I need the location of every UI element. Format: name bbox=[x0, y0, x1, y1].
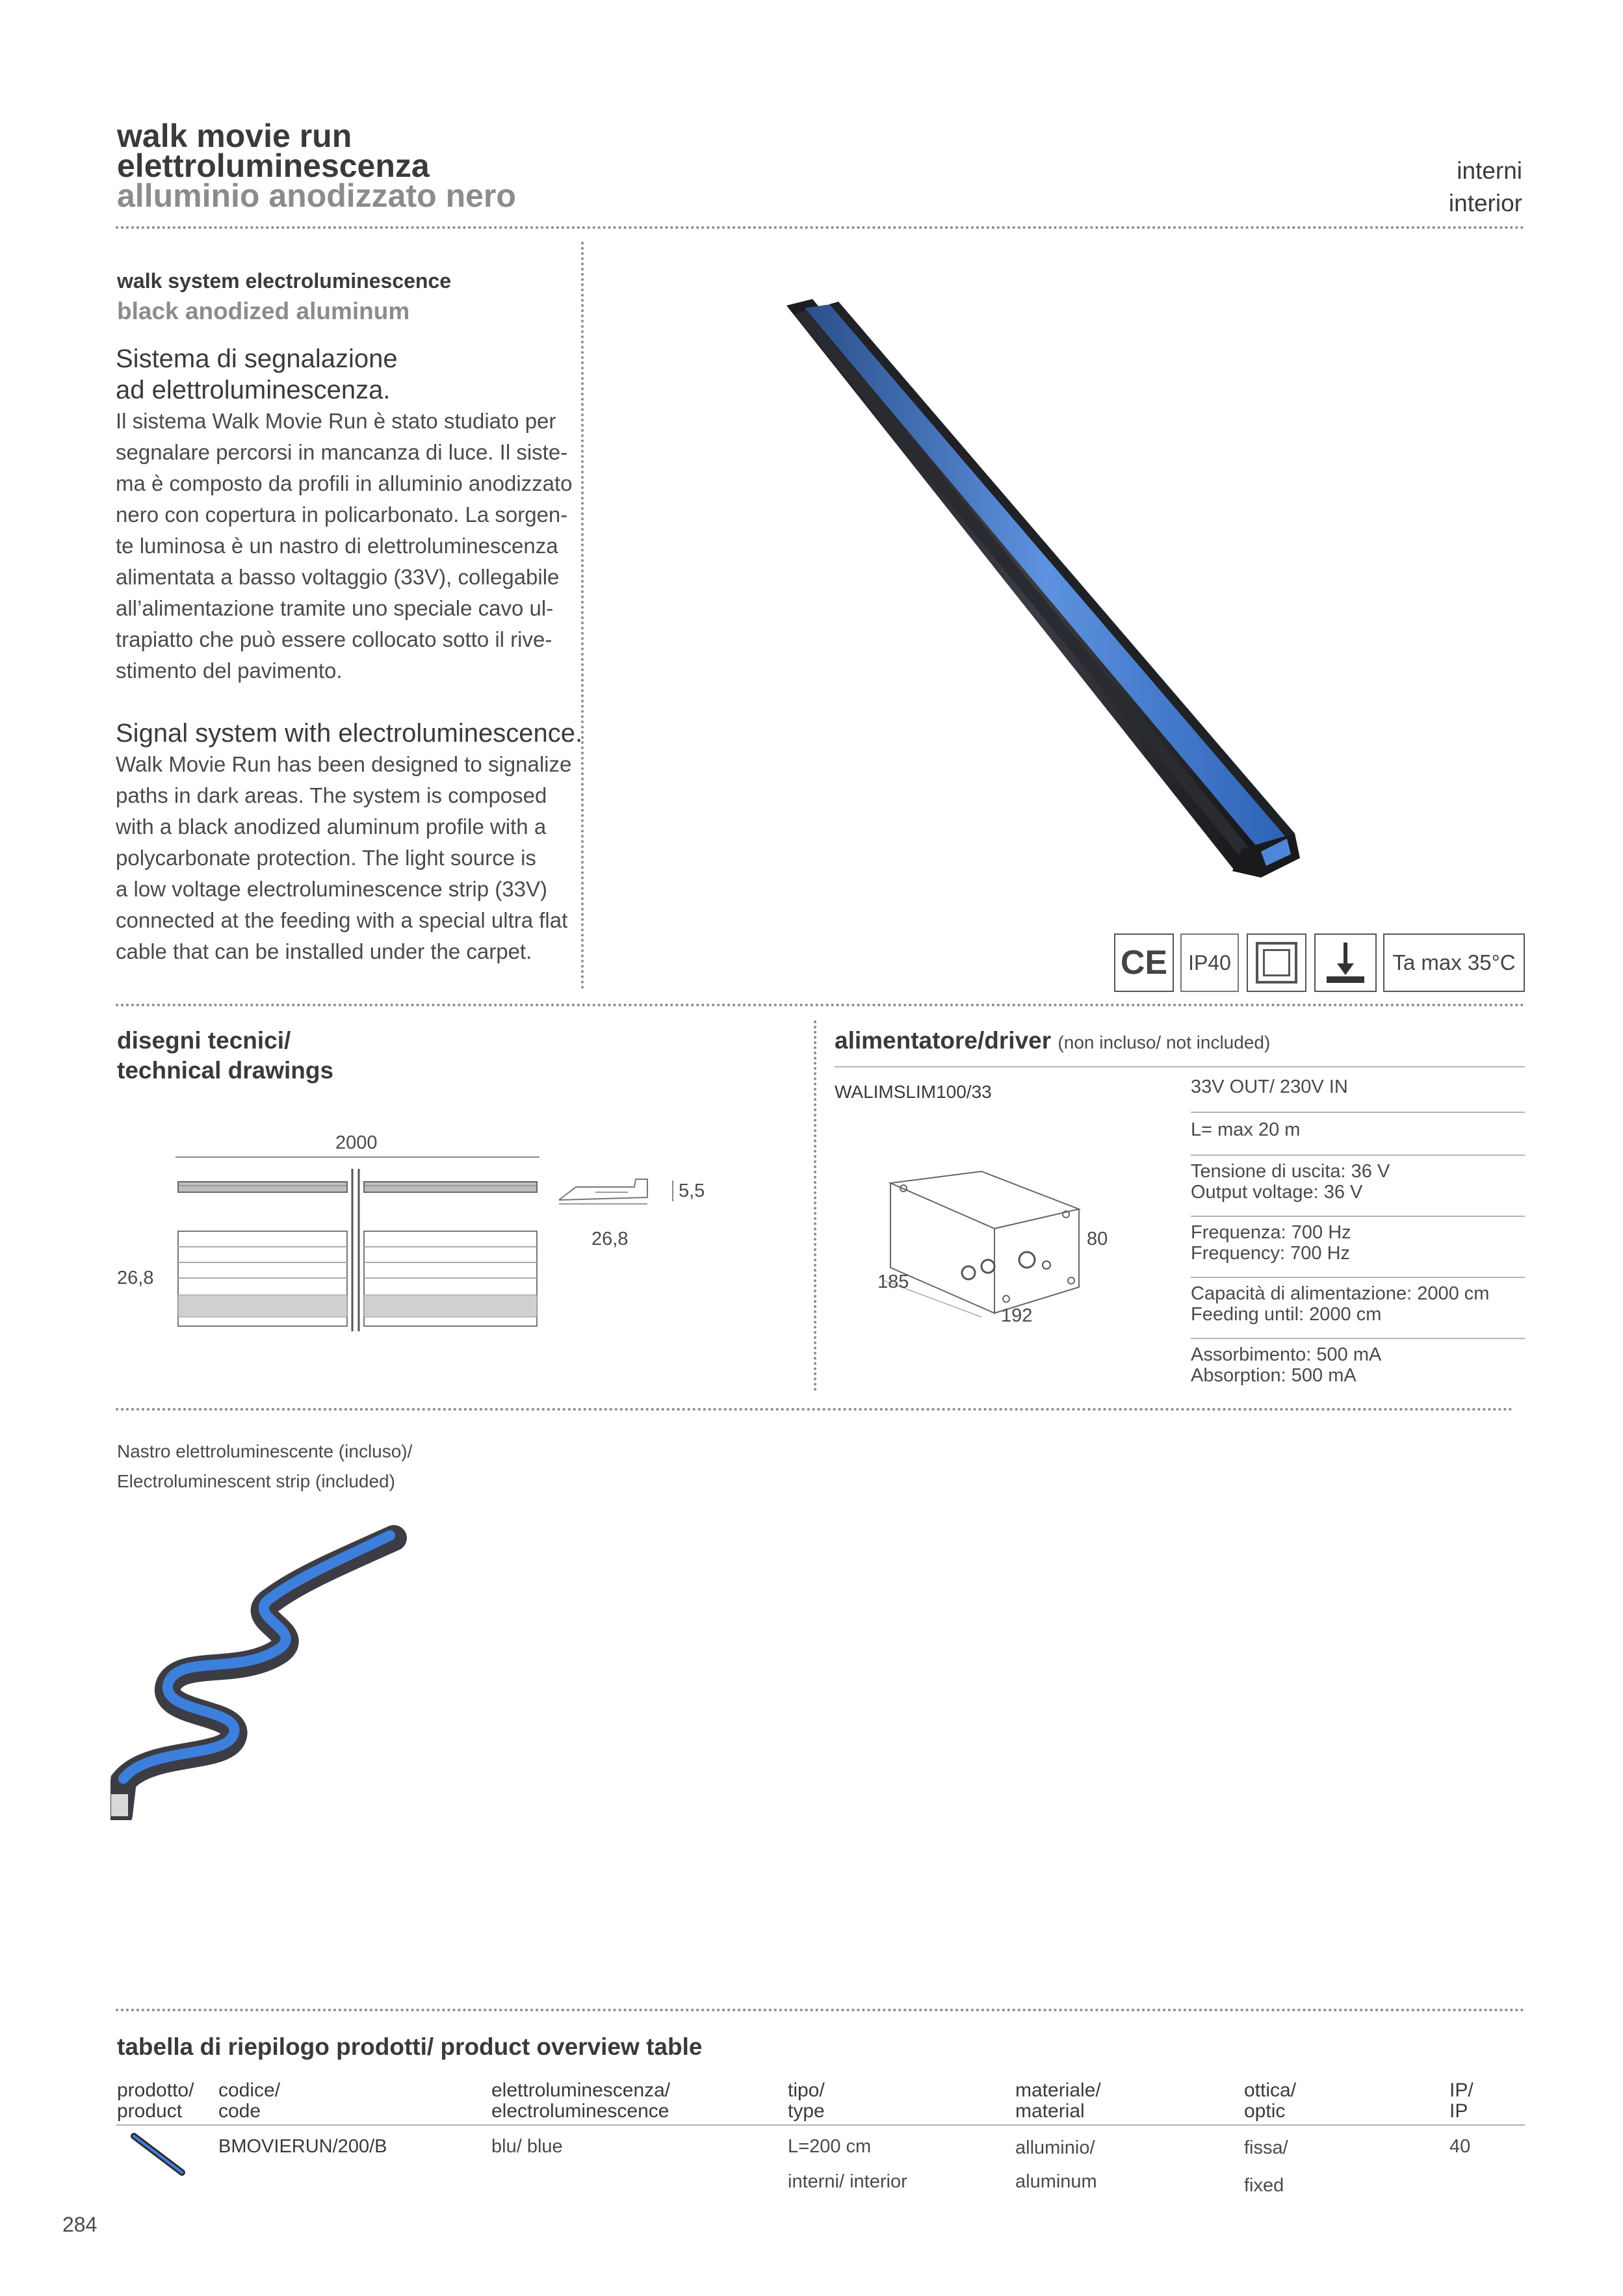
electroluminescent-strip-image bbox=[110, 1521, 409, 1820]
driver-spec-text: Frequency: 700 Hz bbox=[1191, 1243, 1351, 1264]
intro-en-body bbox=[116, 749, 629, 967]
strip-caption bbox=[117, 1437, 412, 1496]
driver-spec-text: Capacità di alimentazione: 2000 cm bbox=[1191, 1283, 1490, 1304]
it-body-line: trapiatto che può essere collocato sotto il rive- bbox=[116, 627, 552, 651]
title-line-3: alluminio anodizzato nero bbox=[117, 177, 516, 214]
row-type-1: L=200 cm bbox=[788, 2136, 872, 2157]
product-profile-image bbox=[767, 286, 1365, 884]
driver-spec-row bbox=[1191, 1161, 1390, 1203]
row-optic-1: fissa/ bbox=[1244, 2137, 1288, 2158]
th-type-en: type bbox=[788, 2100, 825, 2122]
it-body-line: nero con copertura in policarbonato. La sorgen- bbox=[116, 502, 568, 527]
page-number: 284 bbox=[62, 2213, 97, 2236]
th-type bbox=[788, 2080, 825, 2122]
driver-spec-row bbox=[1191, 1344, 1381, 1386]
th-material-en: material bbox=[1015, 2100, 1085, 2122]
driver-box-drawing bbox=[884, 1170, 1092, 1320]
drawings-title-2: technical drawings bbox=[117, 1057, 334, 1084]
header-title bbox=[117, 118, 516, 214]
th-ip bbox=[1449, 2080, 1474, 2122]
it-body-line: Il sistema Walk Movie Run è stato studiato per bbox=[116, 409, 556, 433]
table-top-divider bbox=[116, 2009, 1525, 2011]
length-label: 2000 bbox=[335, 1132, 378, 1153]
height-label: 26,8 bbox=[117, 1268, 154, 1288]
intro-it-body bbox=[116, 406, 629, 686]
th-ip-en: IP bbox=[1449, 2100, 1468, 2122]
th-electroluminescence bbox=[491, 2080, 670, 2122]
driver-depth-label: 185 bbox=[877, 1272, 909, 1292]
profile-blue-strip bbox=[805, 304, 1287, 852]
th-ip-it: IP/ bbox=[1449, 2080, 1474, 2101]
class-ii-icon bbox=[1247, 933, 1306, 992]
row-color: blu/ blue bbox=[491, 2136, 563, 2157]
driver-spec-text: L= max 20 m bbox=[1191, 1119, 1301, 1140]
drawings-title bbox=[117, 1026, 333, 1086]
table-header-rule bbox=[116, 2124, 1525, 2126]
category-label bbox=[1449, 155, 1522, 220]
en-body-line: a low voltage electroluminescence strip (33V) bbox=[116, 877, 547, 901]
driver-code: WALIMSLIM100/33 bbox=[835, 1082, 992, 1102]
it-body-line: te luminosa è un nastro di elettroluminescenza bbox=[116, 534, 558, 558]
it-body-line: all’alimentazione tramite uno speciale cavo ul- bbox=[116, 596, 554, 620]
th-electro-it: elettroluminescenza/ bbox=[491, 2080, 671, 2101]
th-product-it: prodotto/ bbox=[117, 2080, 194, 2101]
driver-spec-row bbox=[1191, 1119, 1300, 1140]
th-type-it: tipo/ bbox=[788, 2080, 825, 2101]
th-code bbox=[218, 2080, 280, 2122]
driver-spec-row bbox=[1191, 1222, 1351, 1264]
row-material-2: aluminum bbox=[1015, 2171, 1097, 2192]
table-title: tabella di riepilogo prodotti/ product overview table bbox=[117, 2033, 703, 2060]
driver-spec-text: 33V OUT/ 230V IN bbox=[1191, 1076, 1348, 1097]
en-body-line: connected at the feeding with a special ultra flat bbox=[116, 908, 568, 932]
en-body-line: paths in dark areas. The system is composed bbox=[116, 783, 547, 807]
row-code: BMOVIERUN/200/B bbox=[218, 2136, 387, 2157]
driver-spec-divider bbox=[1191, 1155, 1525, 1156]
ambient-temp-badge: Ta max 35°C bbox=[1383, 933, 1525, 992]
intro-subtitle-en: walk system electroluminescence bbox=[117, 269, 452, 293]
strip-caption-2: Electroluminescent strip (included) bbox=[117, 1471, 395, 1491]
th-material bbox=[1015, 2080, 1101, 2122]
driver-spec-text: Feeding until: 2000 cm bbox=[1191, 1304, 1382, 1325]
driver-spec-divider bbox=[1191, 1112, 1525, 1113]
product-thumbnail bbox=[130, 2132, 188, 2178]
profile-section-drawing bbox=[556, 1174, 660, 1213]
driver-spec-text: Frequenza: 700 Hz bbox=[1191, 1222, 1351, 1243]
it-title-line-1: Sistema di segnalazione bbox=[116, 345, 398, 373]
profile-top-view-drawing bbox=[175, 1156, 539, 1338]
driver-spec-divider bbox=[1191, 1338, 1525, 1339]
driver-spec-divider bbox=[1191, 1277, 1525, 1278]
drawings-vertical-divider bbox=[814, 1021, 816, 1391]
drawings-bottom-divider bbox=[116, 1408, 1513, 1411]
driver-spec-text: Output voltage: 36 V bbox=[1191, 1182, 1363, 1203]
th-optic bbox=[1244, 2080, 1296, 2122]
title-line-2: elettroluminescenza bbox=[117, 148, 430, 184]
driver-rule-top bbox=[835, 1066, 1525, 1067]
category-en: interior bbox=[1448, 190, 1522, 216]
th-product-en: product bbox=[117, 2100, 183, 2122]
driver-spec-row bbox=[1191, 1283, 1489, 1325]
walkable-load-icon bbox=[1314, 933, 1377, 992]
it-body-line: alimentata a basso voltaggio (33V), collegabile bbox=[116, 565, 560, 589]
th-electro-en: electroluminescence bbox=[491, 2100, 669, 2122]
th-product bbox=[117, 2080, 194, 2122]
row-optic-2: fixed bbox=[1244, 2175, 1284, 2196]
driver-spec-divider bbox=[1191, 1216, 1525, 1217]
header-divider bbox=[116, 226, 1525, 229]
driver-spec-row bbox=[1191, 1076, 1348, 1097]
th-optic-it: ottica/ bbox=[1244, 2080, 1297, 2101]
ce-mark-icon: CE bbox=[1114, 933, 1174, 992]
intro-it-title bbox=[116, 343, 398, 406]
intro-en-title: Signal system with electroluminescence. bbox=[116, 719, 583, 748]
section-height-label: 5,5 bbox=[679, 1181, 705, 1201]
th-optic-en: optic bbox=[1244, 2100, 1286, 2122]
en-body-line: Walk Movie Run has been designed to signalize bbox=[116, 752, 572, 776]
intro-vertical-divider bbox=[581, 242, 584, 989]
section-height-tick bbox=[672, 1181, 673, 1201]
title-line-1: walk movie run bbox=[117, 118, 352, 154]
th-code-it: codice/ bbox=[218, 2080, 281, 2101]
it-body-line: segnalare percorsi in mancanza di luce. Il siste- bbox=[116, 440, 568, 464]
strip-caption-1: Nastro elettroluminescente (incluso)/ bbox=[117, 1441, 413, 1461]
ip-rating-badge: IP40 bbox=[1180, 933, 1239, 992]
row-type-2: interni/ interior bbox=[788, 2171, 907, 2192]
it-body-line: stimento del pavimento. bbox=[116, 659, 343, 683]
en-body-line: cable that can be installed under the carpet. bbox=[116, 939, 532, 963]
category-it: interni bbox=[1457, 157, 1522, 184]
it-body-line: ma è composto da profili in alluminio anodizzato bbox=[116, 471, 573, 495]
driver-spec-text: Assorbimento: 500 mA bbox=[1191, 1344, 1382, 1365]
driver-spec-text: Tensione di uscita: 36 V bbox=[1191, 1161, 1390, 1182]
driver-height-label: 80 bbox=[1087, 1229, 1108, 1249]
it-title-line-2: ad elettroluminescenza. bbox=[116, 376, 391, 404]
intro-bottom-divider bbox=[116, 1004, 1525, 1006]
driver-title-text: alimentatore/driver bbox=[835, 1027, 1052, 1054]
intro-subtitle-en-2: black anodized aluminum bbox=[117, 298, 410, 324]
section-width-label: 26,8 bbox=[591, 1229, 629, 1249]
driver-width-label: 192 bbox=[1001, 1305, 1033, 1326]
driver-spec-text: Absorption: 500 mA bbox=[1191, 1365, 1357, 1386]
drawings-title-1: disegni tecnici/ bbox=[117, 1027, 291, 1054]
driver-note: (non incluso/ not included) bbox=[1058, 1032, 1271, 1052]
row-ip: 40 bbox=[1449, 2136, 1471, 2157]
en-body-line: polycarbonate protection. The light source is bbox=[116, 846, 536, 870]
th-code-en: code bbox=[218, 2100, 261, 2122]
row-material-1: alluminio/ bbox=[1015, 2137, 1095, 2158]
th-material-it: materiale/ bbox=[1015, 2080, 1101, 2101]
en-body-line: with a black anodized aluminum profile with a bbox=[116, 815, 547, 839]
driver-title bbox=[835, 1026, 1270, 1058]
